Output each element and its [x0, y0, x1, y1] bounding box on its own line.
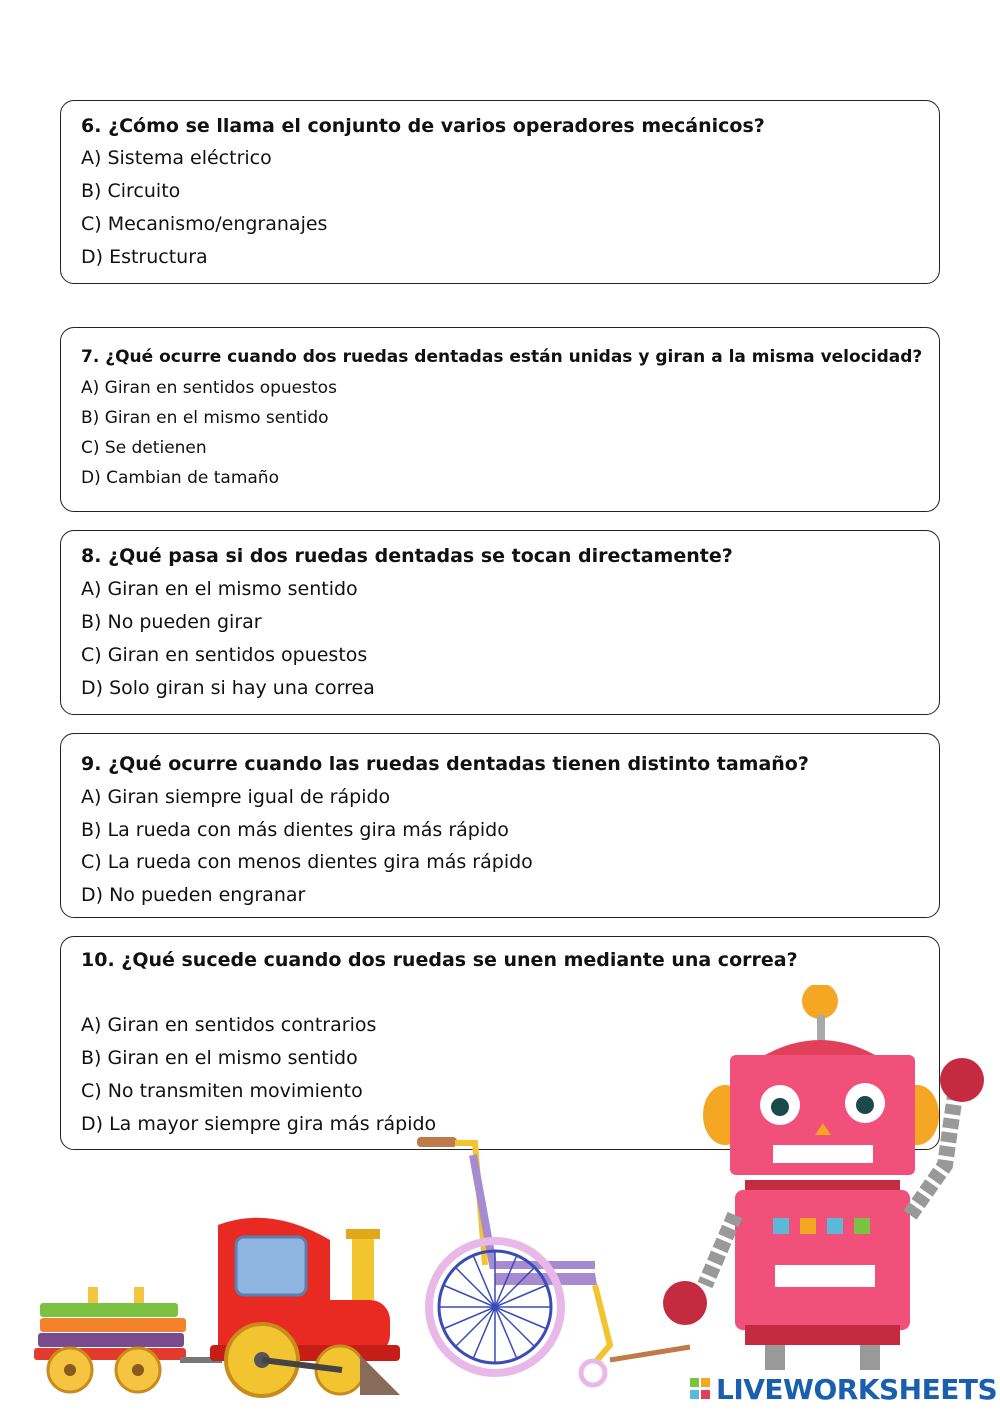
question-box-9 — [60, 733, 940, 918]
answer-option-d[interactable]: D) Estructura — [81, 246, 208, 268]
question-box-6 — [60, 100, 940, 284]
question-title: 9. ¿Qué ocurre cuando las ruedas dentadas tienen distinto tamaño? — [81, 753, 809, 775]
wheelchair-illustration — [415, 1135, 695, 1395]
answer-option-a[interactable]: A) Giran siempre igual de rápido — [81, 786, 391, 808]
answer-option-b[interactable]: B) Giran en el mismo sentido — [81, 1047, 358, 1069]
question-title: 6. ¿Cómo se llama el conjunto de varios operadores mecánicos? — [81, 115, 765, 137]
answer-option-d[interactable]: D) La mayor siempre gira más rápido — [81, 1113, 437, 1135]
answer-option-b[interactable]: B) Giran en el mismo sentido — [81, 408, 329, 428]
answer-option-c[interactable]: C) No transmiten movimiento — [81, 1080, 363, 1102]
answer-option-a[interactable]: A) Giran en el mismo sentido — [81, 578, 358, 600]
answer-option-a[interactable]: A) Giran en sentidos opuestos — [81, 378, 337, 398]
answer-option-c[interactable]: C) Giran en sentidos opuestos — [81, 644, 368, 666]
answer-option-b[interactable]: B) La rueda con más dientes gira más rápido — [81, 819, 509, 841]
question-box-7 — [60, 327, 940, 512]
brand-name: LIVEWORKSHEETS — [716, 1372, 998, 1406]
robot-illustration — [655, 985, 995, 1370]
question-title: 7. ¿Qué ocurre cuando dos ruedas dentadas están unidas y giran a la misma velocidad? — [81, 347, 923, 367]
question-box-8 — [60, 530, 940, 715]
answer-option-c[interactable]: C) La rueda con menos dientes gira más rápido — [81, 851, 533, 873]
answer-option-b[interactable]: B) Circuito — [81, 180, 181, 202]
answer-option-a[interactable]: A) Giran en sentidos contrarios — [81, 1014, 377, 1036]
liveworksheets-mark-icon — [690, 1376, 712, 1402]
question-title: 10. ¿Qué sucede cuando dos ruedas se unen mediante una correa? — [81, 949, 798, 971]
question-title: 8. ¿Qué pasa si dos ruedas dentadas se tocan directamente? — [81, 545, 733, 567]
answer-option-c[interactable]: C) Mecanismo/engranajes — [81, 213, 328, 235]
answer-option-c[interactable]: C) Se detienen — [81, 438, 207, 458]
answer-option-b[interactable]: B) No pueden girar — [81, 611, 262, 633]
liveworksheets-logo — [690, 1372, 997, 1406]
answer-option-a[interactable]: A) Sistema eléctrico — [81, 147, 272, 169]
answer-option-d[interactable]: D) Cambian de tamaño — [81, 468, 279, 488]
answer-option-d[interactable]: D) Solo giran si hay una correa — [81, 677, 375, 699]
toy-train-illustration — [30, 1205, 410, 1405]
answer-option-d[interactable]: D) No pueden engranar — [81, 884, 306, 906]
